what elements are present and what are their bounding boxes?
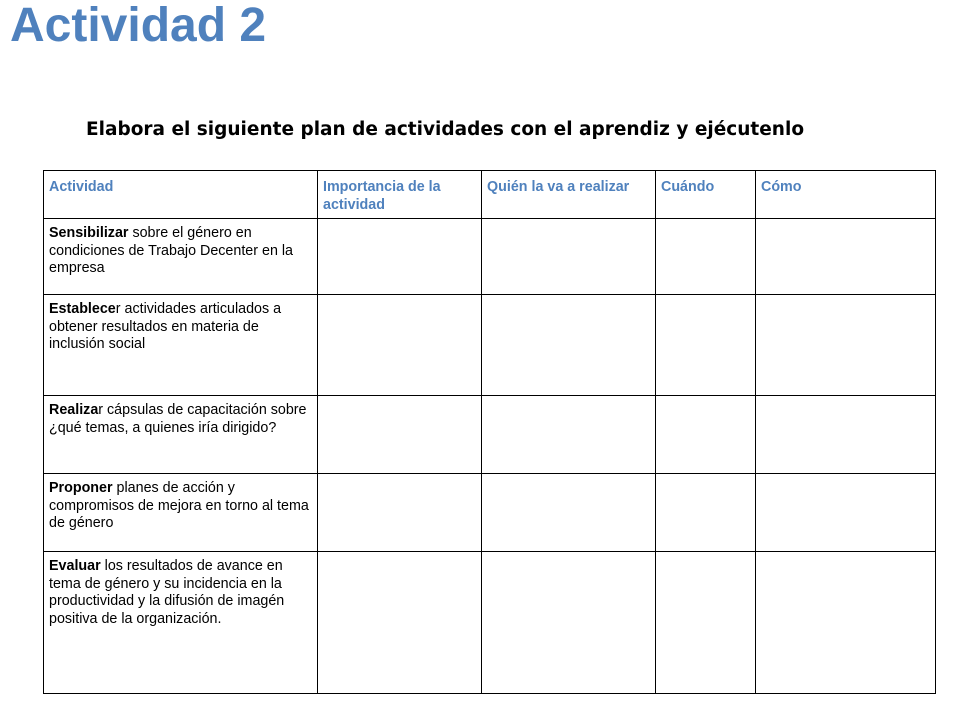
activity-cell — [44, 396, 318, 474]
importancia-cell[interactable] — [318, 474, 482, 552]
activity-cell — [44, 474, 318, 552]
slide-title: Actividad 2 — [10, 0, 267, 52]
activity-verb: Proponer — [49, 480, 113, 496]
activity-description: sobre el género en condiciones de Trabajo Decenter en la empresa — [49, 225, 293, 276]
table-row — [44, 474, 936, 552]
como-cell[interactable] — [756, 295, 936, 396]
importancia-cell[interactable] — [318, 219, 482, 295]
como-cell[interactable] — [756, 552, 936, 694]
cuando-cell[interactable] — [656, 295, 756, 396]
importancia-cell[interactable] — [318, 396, 482, 474]
table-row — [44, 552, 936, 694]
cuando-cell[interactable] — [656, 396, 756, 474]
quien-cell[interactable] — [482, 295, 656, 396]
activity-cell — [44, 219, 318, 295]
como-cell[interactable] — [756, 396, 936, 474]
activity-plan-table — [43, 170, 936, 694]
table-header-row — [44, 171, 936, 219]
activity-verb: Evaluar — [49, 558, 101, 574]
table-row — [44, 295, 936, 396]
activity-cell — [44, 295, 318, 396]
quien-cell[interactable] — [482, 219, 656, 295]
cuando-cell[interactable] — [656, 474, 756, 552]
header-quien: Quién la va a realizar — [482, 171, 656, 219]
quien-cell[interactable] — [482, 396, 656, 474]
activity-verb: Establece — [49, 301, 116, 317]
activity-description: los resultados de avance en tema de género y su incidencia en la productividad y la difusión de imagén positiva de la organización. — [49, 558, 285, 627]
cuando-cell[interactable] — [656, 552, 756, 694]
header-como: Cómo — [756, 171, 936, 219]
activity-verb: Sensibilizar — [49, 225, 129, 241]
quien-cell[interactable] — [482, 552, 656, 694]
header-importancia: Importancia de la actividad — [318, 171, 482, 219]
instruction-subtitle: Elabora el siguiente plan de actividades con el aprendiz y ejécutenlo — [86, 119, 805, 140]
activity-description: r cápsulas de capacitación sobre ¿qué temas, a quienes iría dirigido? — [49, 402, 307, 436]
table-row — [44, 396, 936, 474]
header-actividad: Actividad — [44, 171, 318, 219]
activity-verb: Realiza — [49, 402, 99, 418]
header-cuando: Cuándo — [656, 171, 756, 219]
activity-description: r actividades articulados a obtener resultados en materia de inclusión social — [49, 301, 282, 352]
como-cell[interactable] — [756, 474, 936, 552]
activity-cell — [44, 552, 318, 694]
cuando-cell[interactable] — [656, 219, 756, 295]
table-row — [44, 219, 936, 295]
importancia-cell[interactable] — [318, 552, 482, 694]
como-cell[interactable] — [756, 219, 936, 295]
quien-cell[interactable] — [482, 474, 656, 552]
importancia-cell[interactable] — [318, 295, 482, 396]
activity-description: planes de acción y compromisos de mejora en torno al tema de género — [49, 480, 309, 531]
